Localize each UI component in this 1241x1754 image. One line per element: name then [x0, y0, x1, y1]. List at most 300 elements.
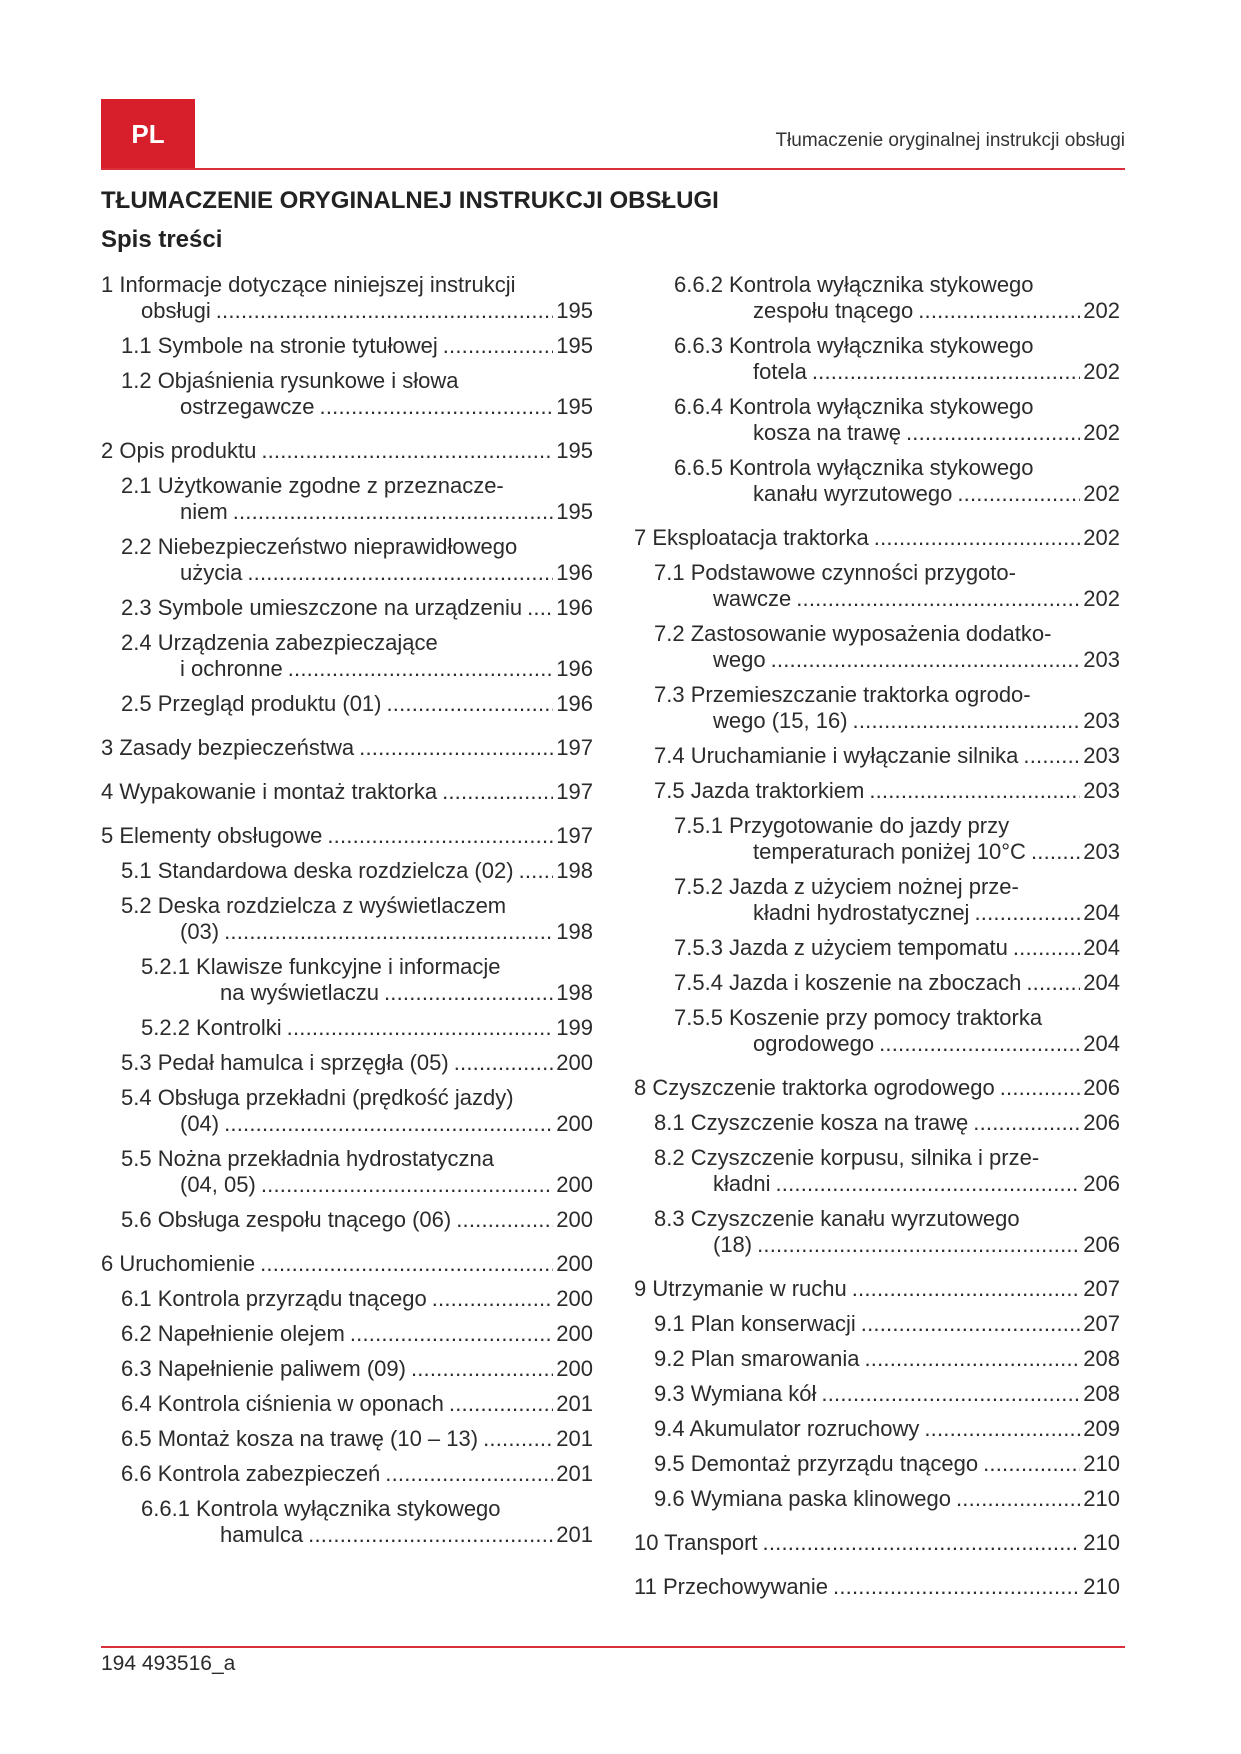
toc-entry — [634, 1346, 1120, 1372]
toc-entry-text: 9.3 Wymiana kół — [654, 1381, 817, 1406]
toc-entry-line — [674, 874, 1120, 900]
dot-leader — [449, 1050, 554, 1076]
toc-entry-line — [654, 1486, 1120, 1512]
toc-entry-line — [674, 272, 1120, 298]
toc-entry — [634, 874, 1120, 926]
toc-entry-text: 6.6.5 Kontrola wyłącznika stykowego — [674, 455, 1034, 480]
dot-leader — [969, 900, 1080, 926]
toc-entry-text: zespołu tnącego — [753, 298, 914, 323]
dot-leader — [952, 481, 1080, 507]
dot-leader — [354, 735, 553, 761]
toc-entry — [101, 1146, 593, 1198]
toc-entry-text: kanału wyrzutowego — [753, 481, 953, 506]
dot-leader — [847, 1276, 1081, 1302]
toc-entry-text: 9.6 Wymiana paska klinowego — [654, 1486, 951, 1511]
toc-entry — [634, 1005, 1120, 1057]
toc-entry — [101, 473, 593, 525]
toc-entry-line — [654, 560, 1120, 586]
toc-entry-text: temperaturach poniżej 10°C — [753, 839, 1026, 864]
toc-entry — [634, 560, 1120, 612]
toc-page-number: 204 — [1083, 935, 1120, 960]
toc-entry-line — [654, 1381, 1120, 1407]
toc-entry-continuation-line — [674, 1031, 1120, 1057]
toc-page-number: 200 — [556, 1050, 593, 1075]
toc-entry-text: 5.4 Obsługa przekładni (prędkość jazdy) — [121, 1085, 514, 1110]
toc-entry-line — [101, 272, 593, 298]
toc-entry-text: 9.2 Plan smarowania — [654, 1346, 860, 1371]
dot-leader — [382, 691, 554, 717]
toc-entry-text: 2.3 Symbole umieszczone na urządzeniu — [121, 595, 523, 620]
toc-entry-text: wawcze — [713, 586, 792, 611]
running-header-title: Tłumaczenie oryginalnej instrukcji obsługi — [775, 130, 1125, 151]
toc-entry-text: 8.3 Czyszczenie kanału wyrzutowego — [654, 1206, 1020, 1231]
toc-entry-text: kładni hydrostatycznej — [753, 900, 970, 925]
toc-page-number: 209 — [1083, 1416, 1120, 1441]
toc-entry-line — [121, 1461, 593, 1487]
toc-entry-text: (18) — [713, 1232, 753, 1257]
toc-entry-text: kładni — [713, 1171, 771, 1196]
toc-heading: Spis treści — [101, 226, 223, 253]
toc-entry-line — [121, 1286, 593, 1312]
toc-entry-line — [654, 682, 1120, 708]
toc-entry-text: 8.2 Czyszczenie korpusu, silnika i prze- — [654, 1145, 1040, 1170]
toc-entry — [634, 333, 1120, 385]
dot-leader — [380, 1461, 553, 1487]
toc-entry — [101, 534, 593, 586]
dot-leader — [766, 647, 1081, 673]
dot-leader — [828, 1574, 1080, 1600]
toc-page-number: 200 — [556, 1172, 593, 1197]
footer-divider — [101, 1646, 1125, 1648]
dot-leader — [478, 1426, 553, 1452]
toc-page-number: 202 — [1083, 359, 1120, 384]
toc-entry-line — [141, 1015, 593, 1041]
toc-page-number: 195 — [556, 333, 593, 358]
toc-entry-text: 7.5.2 Jazda z użyciem nożnej prze- — [674, 874, 1019, 899]
dot-leader — [978, 1451, 1080, 1477]
dot-leader — [919, 1416, 1080, 1442]
toc-entry-line — [121, 1321, 593, 1347]
toc-entry — [101, 1426, 593, 1452]
toc-entry-text: 7.5.4 Jazda i koszenie na zboczach — [674, 970, 1022, 995]
toc-page-number: 200 — [556, 1111, 593, 1136]
dot-leader — [315, 394, 554, 420]
toc-entry — [101, 893, 593, 945]
dot-leader — [1018, 743, 1080, 769]
toc-entry-text: 8.1 Czyszczenie kosza na trawę — [654, 1110, 969, 1135]
dot-leader — [444, 1391, 553, 1417]
toc-entry-text: (04) — [180, 1111, 220, 1136]
footer-page-doc-number: 194 493516_a — [101, 1652, 236, 1675]
dot-leader — [256, 438, 553, 464]
toc-page-number: 204 — [1083, 1031, 1120, 1056]
dot-leader — [379, 980, 553, 1006]
toc-entry-continuation-line — [674, 420, 1120, 446]
toc-entry — [101, 823, 593, 849]
toc-page-number: 199 — [556, 1015, 593, 1040]
toc-entry-text: 5.2.1 Klawisze funkcyjne i informacje — [141, 954, 501, 979]
toc-entry — [101, 595, 593, 621]
toc-page-number: 210 — [1083, 1574, 1120, 1599]
toc-entry-text: 9.1 Plan konserwacji — [654, 1311, 856, 1336]
toc-entry — [634, 525, 1120, 551]
toc-page-number: 202 — [1083, 481, 1120, 506]
dot-leader — [848, 708, 1081, 734]
toc-entry-text: i ochronne — [180, 656, 283, 681]
dot-leader — [1021, 970, 1080, 996]
toc-entry — [634, 1451, 1120, 1477]
toc-entry-text: 2.1 Użytkowanie zgodne z przeznacze- — [121, 473, 504, 498]
dot-leader — [816, 1381, 1080, 1407]
toc-page-number: 202 — [1083, 298, 1120, 323]
toc-page-number: 198 — [556, 919, 593, 944]
toc-entry-line — [634, 1075, 1120, 1101]
toc-page-number: 203 — [1083, 839, 1120, 864]
toc-entry — [634, 1276, 1120, 1302]
toc-entry-line — [674, 813, 1120, 839]
toc-entry-text: 6.3 Napełnienie paliwem (09) — [121, 1356, 406, 1381]
toc-page-number: 195 — [556, 499, 593, 524]
toc-entry-line — [674, 455, 1120, 481]
dot-leader — [856, 1311, 1081, 1337]
toc-entry-continuation-line — [674, 839, 1120, 865]
toc-entry-continuation-line — [121, 919, 593, 945]
toc-entry-line — [121, 630, 593, 656]
toc-entry-text: 5.2 Deska rozdzielcza z wyświetlaczem — [121, 893, 507, 918]
toc-entry — [101, 1050, 593, 1076]
toc-entry-line — [101, 823, 593, 849]
toc-page-number: 197 — [556, 735, 593, 760]
dot-leader — [242, 560, 553, 586]
toc-entry-text: 6.6.1 Kontrola wyłącznika stykowego — [141, 1496, 501, 1521]
toc-entry-line — [654, 1416, 1120, 1442]
dot-leader — [1026, 839, 1080, 865]
toc-page-number: 204 — [1083, 900, 1120, 925]
toc-entry — [101, 779, 593, 805]
toc-entry — [634, 1206, 1120, 1258]
toc-page-number: 208 — [1083, 1381, 1120, 1406]
toc-page-number: 203 — [1083, 647, 1120, 672]
toc-entry — [101, 735, 593, 761]
dot-leader — [869, 525, 1081, 551]
toc-page-number: 208 — [1083, 1346, 1120, 1371]
toc-entry-continuation-line — [654, 647, 1120, 673]
toc-entry-line — [654, 621, 1120, 647]
toc-entry-text: kosza na trawę — [753, 420, 901, 445]
toc-page-number: 202 — [1083, 586, 1120, 611]
toc-page-number: 200 — [556, 1251, 593, 1276]
toc-entry-line — [654, 1346, 1120, 1372]
toc-entry-text: 7.4 Uruchamianie i wyłączanie silnika — [654, 743, 1019, 768]
toc-entry-text: (03) — [180, 919, 220, 944]
dot-leader — [406, 1356, 553, 1382]
dot-leader — [1008, 935, 1080, 961]
toc-page-number: 203 — [1083, 743, 1120, 768]
toc-entry — [634, 813, 1120, 865]
dot-leader — [995, 1075, 1081, 1101]
toc-entry-line — [121, 691, 593, 717]
toc-column-left — [101, 272, 593, 1548]
toc-entry-text: 1 Informacje dotyczące niniejszej instrukcji — [101, 272, 516, 297]
toc-entry-text: wego (15, 16) — [713, 708, 848, 733]
dot-leader — [874, 1031, 1080, 1057]
toc-entry — [101, 858, 593, 884]
dot-leader — [211, 298, 554, 324]
toc-entry-line — [654, 743, 1120, 769]
toc-page-number: 206 — [1083, 1232, 1120, 1257]
toc-page-number: 195 — [556, 438, 593, 463]
dot-leader — [322, 823, 553, 849]
toc-page-number: 198 — [556, 858, 593, 883]
dot-leader — [451, 1207, 553, 1233]
toc-entry-text: 2 Opis produktu — [101, 438, 257, 463]
toc-entry-line — [121, 368, 593, 394]
dot-leader — [758, 1530, 1081, 1556]
toc-page-number: 210 — [1083, 1451, 1120, 1476]
toc-entry-line — [101, 779, 593, 805]
dot-leader — [255, 1251, 553, 1277]
toc-entry-text: 5.1 Standardowa deska rozdzielcza (02) — [121, 858, 514, 883]
toc-page-number: 198 — [556, 980, 593, 1005]
toc-entry-continuation-line — [101, 298, 593, 324]
toc-entry-text: 11 Przechowywanie — [634, 1574, 829, 1599]
toc-entry-text: 7.2 Zastosowanie wyposażenia dodatko- — [654, 621, 1052, 646]
toc-entry-line — [121, 1050, 593, 1076]
toc-entry — [101, 630, 593, 682]
toc-entry — [101, 1461, 593, 1487]
toc-entry — [634, 1574, 1120, 1600]
toc-page-number: 206 — [1083, 1110, 1120, 1135]
toc-entry — [101, 954, 593, 1006]
toc-entry-line — [674, 333, 1120, 359]
toc-entry-text: 6.6 Kontrola zabezpieczeń — [121, 1461, 381, 1486]
dot-leader — [219, 1111, 553, 1137]
toc-entry-line — [121, 473, 593, 499]
toc-entry-text: 5.6 Obsługa zespołu tnącego (06) — [121, 1207, 452, 1232]
dot-leader — [968, 1110, 1080, 1136]
toc-entry-text: hamulca — [220, 1522, 304, 1547]
toc-entry-continuation-line — [674, 298, 1120, 324]
toc-entry-line — [121, 595, 593, 621]
toc-page-number: 197 — [556, 823, 593, 848]
toc-entry — [634, 621, 1120, 673]
toc-page-number: 200 — [556, 1207, 593, 1232]
toc-entry — [634, 1381, 1120, 1407]
toc-entry-continuation-line — [654, 1171, 1120, 1197]
toc-entry-line — [121, 333, 593, 359]
toc-entry-text: niem — [180, 499, 228, 524]
toc-page-number: 207 — [1083, 1276, 1120, 1301]
dot-leader — [752, 1232, 1080, 1258]
toc-entry — [634, 682, 1120, 734]
toc-entry-text: 6 Uruchomienie — [101, 1251, 256, 1276]
dot-leader — [427, 1286, 554, 1312]
dot-leader — [901, 420, 1080, 446]
toc-entry-continuation-line — [121, 560, 593, 586]
toc-entry-line — [634, 1276, 1120, 1302]
toc-entry-continuation-line — [674, 900, 1120, 926]
toc-entry-continuation-line — [121, 499, 593, 525]
header-divider — [101, 168, 1125, 170]
toc-entry-line — [101, 1251, 593, 1277]
toc-entry-text: 7.5.5 Koszenie przy pomocy traktorka — [674, 1005, 1043, 1030]
toc-entry — [101, 272, 593, 324]
toc-page-number: 203 — [1083, 708, 1120, 733]
toc-page-number: 201 — [556, 1461, 593, 1486]
toc-page-number: 202 — [1083, 420, 1120, 445]
toc-entry-line — [121, 1391, 593, 1417]
toc-entry-line — [121, 1207, 593, 1233]
toc-entry-text: wego — [713, 647, 766, 672]
toc-entry-text: 4 Wypakowanie i montaż traktorka — [101, 779, 438, 804]
toc-entry-text: 5.5 Nożna przekładnia hydrostatyczna — [121, 1146, 494, 1171]
toc-entry-line — [654, 1451, 1120, 1477]
toc-entry-text: 1.1 Symbole na stronie tytułowej — [121, 333, 438, 358]
toc-entry-text: 6.6.2 Kontrola wyłącznika stykowego — [674, 272, 1034, 297]
toc-entry — [101, 438, 593, 464]
toc-entry — [101, 1251, 593, 1277]
toc-entry-line — [101, 438, 593, 464]
toc-entry-continuation-line — [674, 359, 1120, 385]
toc-entry-line — [634, 1530, 1120, 1556]
toc-entry — [634, 935, 1120, 961]
toc-page-number: 196 — [556, 691, 593, 716]
toc-entry-text: ogrodowego — [753, 1031, 875, 1056]
toc-entry — [101, 1015, 593, 1041]
toc-page-number: 195 — [556, 394, 593, 419]
toc-entry-line — [654, 1206, 1120, 1232]
toc-page-number: 203 — [1083, 778, 1120, 803]
language-badge: PL — [101, 99, 195, 169]
toc-page-number: 196 — [556, 656, 593, 681]
toc-entry-continuation-line — [121, 1111, 593, 1137]
toc-entry-text: 6.2 Napełnienie olejem — [121, 1321, 345, 1346]
toc-entry-text: 10 Transport — [634, 1530, 758, 1555]
dot-leader — [345, 1321, 553, 1347]
toc-entry-text: 6.5 Montaż kosza na trawę (10 – 13) — [121, 1426, 479, 1451]
toc-entry-line — [654, 1145, 1120, 1171]
toc-entry-continuation-line — [654, 586, 1120, 612]
toc-page-number: 207 — [1083, 1311, 1120, 1336]
toc-entry-line — [121, 858, 593, 884]
toc-entry-continuation-line — [121, 1172, 593, 1198]
toc-page-number: 195 — [556, 298, 593, 323]
toc-entry-line — [634, 525, 1120, 551]
toc-entry-line — [654, 1110, 1120, 1136]
toc-entry — [101, 1321, 593, 1347]
dot-leader — [219, 919, 553, 945]
toc-entry-text: 3 Zasady bezpieczeństwa — [101, 735, 355, 760]
dot-leader — [303, 1522, 553, 1548]
toc-entry-continuation-line — [654, 708, 1120, 734]
toc-entry-line — [121, 1356, 593, 1382]
dot-leader — [522, 595, 553, 621]
toc-entry-text: 7.5 Jazda traktorkiem — [654, 778, 865, 803]
toc-page-number: 196 — [556, 560, 593, 585]
dot-leader — [228, 499, 554, 525]
toc-entry — [634, 1416, 1120, 1442]
toc-entry-continuation-line — [121, 394, 593, 420]
toc-entry-text: 9 Utrzymanie w ruchu — [634, 1276, 847, 1301]
toc-page-number: 204 — [1083, 970, 1120, 995]
toc-entry-line — [101, 735, 593, 761]
dot-leader — [438, 333, 554, 359]
toc-entry — [634, 970, 1120, 996]
toc-page-number: 200 — [556, 1321, 593, 1346]
toc-entry — [634, 1145, 1120, 1197]
toc-entry — [634, 1075, 1120, 1101]
toc-entry — [101, 1496, 593, 1548]
toc-entry-text: 6.6.3 Kontrola wyłącznika stykowego — [674, 333, 1034, 358]
toc-entry-text: 6.4 Kontrola ciśnienia w oponach — [121, 1391, 444, 1416]
dot-leader — [437, 779, 553, 805]
toc-entry-text: 1.2 Objaśnienia rysunkowe i słowa — [121, 368, 459, 393]
toc-entry-continuation-line — [141, 980, 593, 1006]
toc-entry — [634, 1486, 1120, 1512]
toc-entry-text: fotela — [753, 359, 807, 384]
toc-entry-line — [654, 778, 1120, 804]
toc-entry — [101, 333, 593, 359]
toc-entry-text: 2.4 Urządzenia zabezpieczające — [121, 630, 438, 655]
toc-entry — [101, 1391, 593, 1417]
toc-entry-line — [121, 1085, 593, 1111]
toc-entry — [101, 1085, 593, 1137]
toc-entry-text: 2.5 Przegląd produktu (01) — [121, 691, 382, 716]
toc-entry — [634, 1110, 1120, 1136]
toc-entry-continuation-line — [654, 1232, 1120, 1258]
toc-entry-text: obsługi — [141, 298, 211, 323]
toc-entry-line — [674, 394, 1120, 420]
toc-entry — [101, 368, 593, 420]
toc-entry-line — [141, 954, 593, 980]
toc-entry-text: 9.5 Demontaż przyrządu tnącego — [654, 1451, 979, 1476]
toc-entry — [101, 1356, 593, 1382]
toc-page-number: 206 — [1083, 1171, 1120, 1196]
dot-leader — [282, 1015, 554, 1041]
toc-page-number: 201 — [556, 1391, 593, 1416]
toc-entry — [634, 455, 1120, 507]
toc-entry-line — [654, 1311, 1120, 1337]
dot-leader — [859, 1346, 1080, 1372]
toc-page-number: 210 — [1083, 1530, 1120, 1555]
toc-entry-text: 5.2.2 Kontrolki — [141, 1015, 282, 1040]
toc-entry — [101, 691, 593, 717]
dot-leader — [791, 586, 1080, 612]
toc-entry-text: użycia — [180, 560, 243, 585]
toc-page-number: 210 — [1083, 1486, 1120, 1511]
toc-entry-line — [674, 970, 1120, 996]
toc-entry — [634, 778, 1120, 804]
toc-entry-text: 8 Czyszczenie traktorka ogrodowego — [634, 1075, 995, 1100]
toc-page-number: 206 — [1083, 1075, 1120, 1100]
dot-leader — [256, 1172, 553, 1198]
toc-entry-text: ostrzegawcze — [180, 394, 315, 419]
toc-entry-text: 9.4 Akumulator rozruchowy — [654, 1416, 920, 1441]
toc-entry-text: 2.2 Niebezpieczeństwo nieprawidłowego — [121, 534, 518, 559]
toc-entry-text: 7.5.1 Przygotowanie do jazdy przy — [674, 813, 1010, 838]
toc-entry-continuation-line — [141, 1522, 593, 1548]
toc-entry-text: na wyświetlaczu — [220, 980, 379, 1005]
toc-page-number: 200 — [556, 1286, 593, 1311]
toc-entry-line — [634, 1574, 1120, 1600]
toc-entry — [101, 1286, 593, 1312]
dot-leader — [514, 858, 554, 884]
toc-column-right — [634, 272, 1120, 1600]
toc-entry — [634, 272, 1120, 324]
toc-entry — [634, 1530, 1120, 1556]
toc-entry-text: 7 Eksploatacja traktorka — [634, 525, 869, 550]
toc-entry-text: (04, 05) — [180, 1172, 256, 1197]
